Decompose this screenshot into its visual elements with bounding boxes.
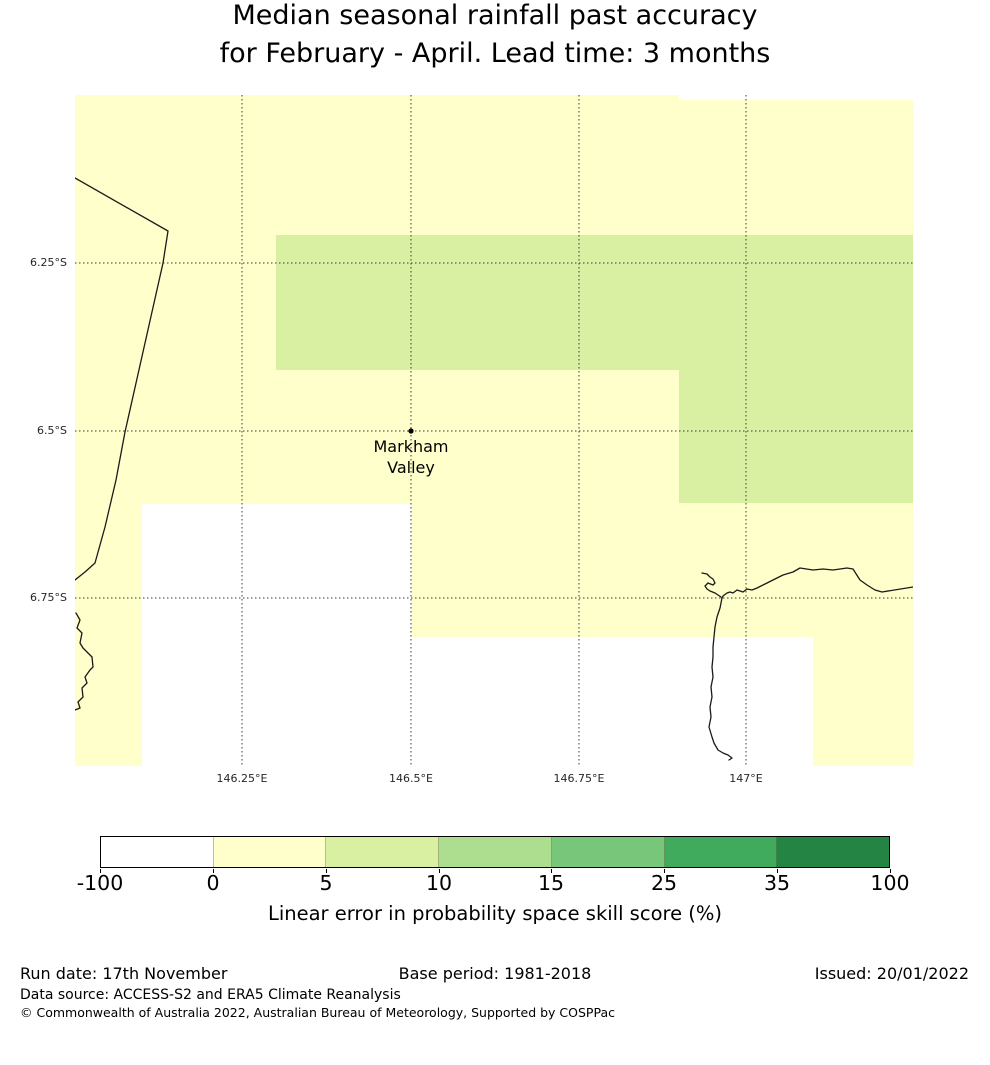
x-axis-tick-146-25e: 146.25°E [216, 772, 268, 785]
x-axis-tick-146-75e: 146.75°E [553, 772, 605, 785]
graticule-gridlines [75, 95, 913, 766]
run-date-text: Run date: 17th November [20, 964, 228, 983]
colorbar-segment-5-10 [326, 837, 439, 867]
copyright-text: © Commonwealth of Australia 2022, Australian Bureau of Meteorology, Supported by COSPPac [20, 1005, 615, 1020]
map-overlay-graphics [75, 95, 913, 766]
x-axis-tick-147e: 147°E [729, 772, 763, 785]
coastline-inlet-hook [702, 573, 721, 597]
y-axis-tick-6-5s: 6.5°S [37, 424, 67, 437]
coastline-west-jagged [75, 613, 93, 710]
coastline-northwest [75, 178, 168, 580]
colorbar-segment-35-100 [777, 837, 889, 867]
colorbar-tick-25: 25 [650, 871, 678, 895]
colorbar-segment-25-35 [665, 837, 778, 867]
markham-river [709, 598, 732, 760]
y-axis-tick-6-25s: 6.25°S [30, 256, 67, 269]
issued-date-text: Issued: 20/01/2022 [814, 964, 969, 983]
coastline-paths [75, 178, 913, 760]
colorbar-axis-label: Linear error in probability space skill score (%) [267, 902, 723, 925]
colorbar-tick-15: 15 [537, 871, 565, 895]
colorbar-tick-0: 0 [206, 871, 220, 895]
data-source-text: Data source: ACCESS-S2 and ERA5 Climate Reanalysis [20, 987, 401, 1003]
colorbar-tick-5: 5 [319, 871, 333, 895]
colorbar-tick-35: 35 [763, 871, 791, 895]
location-label-line2: Valley [387, 458, 435, 477]
page-title-line1: Median seasonal rainfall past accuracy [232, 0, 758, 31]
base-period-text: Base period: 1981-2018 [398, 964, 592, 983]
page-title-line2: for February - April. Lead time: 3 months [219, 38, 771, 69]
map-canvas [75, 95, 913, 766]
colorbar-tick-100: 100 [870, 871, 910, 895]
colorbar-tick-10: 10 [425, 871, 453, 895]
colorbar [100, 836, 890, 868]
location-marker-label [331, 436, 491, 478]
colorbar-segment-0-5 [214, 837, 327, 867]
y-axis-tick-6-75s: 6.75°S [30, 591, 67, 604]
x-axis-tick-146-5e: 146.5°E [389, 772, 433, 785]
location-label-line1: Markham [373, 437, 449, 456]
colorbar-segment-10-15 [439, 837, 552, 867]
colorbar-segment-neg100-0 [101, 837, 214, 867]
coastline-huon-gulf [722, 568, 913, 598]
location-marker-dot [408, 428, 413, 433]
colorbar-tick-neg100: -100 [76, 871, 124, 895]
colorbar-segment-15-25 [552, 837, 665, 867]
